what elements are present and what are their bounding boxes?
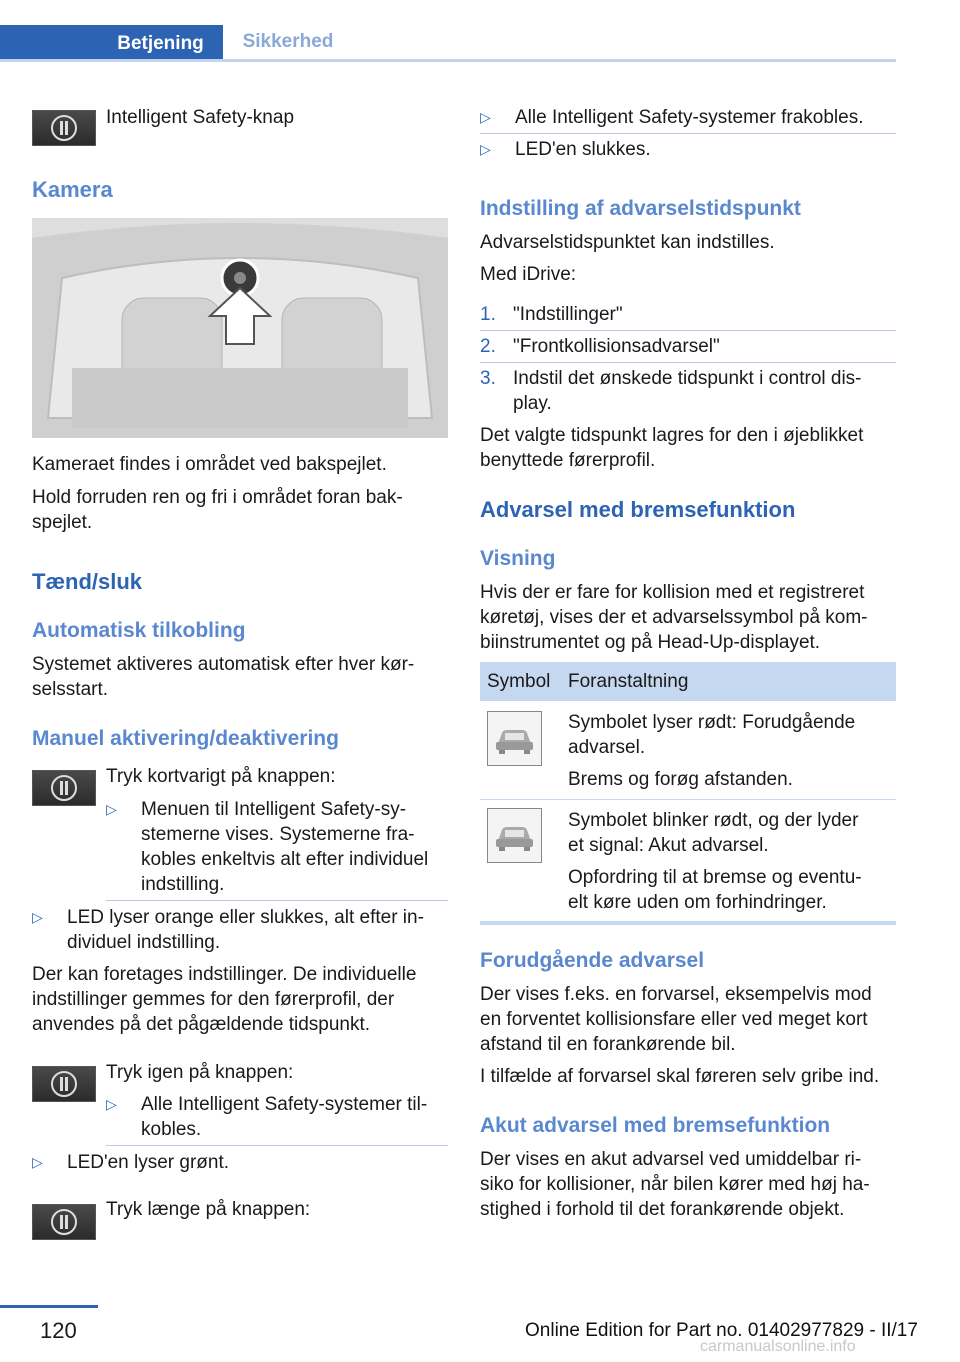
forud-paragraph-1: Der vises f.eks. en forvarsel, eksempelvis mod [480,984,872,1005]
footer-rule [0,1305,98,1308]
intelligent-safety-button-icon [32,110,96,146]
list-separator [106,900,448,901]
settings-paragraph-3: anvendes på det pågældende tidspunkt. [32,1014,371,1035]
bullet-triangle-icon: ▷ [32,1154,43,1170]
list-item [480,137,896,162]
akut-paragraph-1: Der vises en akut advarsel ved umiddelbar ri- [480,1149,862,1170]
akut-paragraph-2: siko for kollisioner, når bilen kører med høj ha- [480,1174,870,1195]
car-warning-icon [487,711,542,766]
list-separator [480,362,896,363]
forud-paragraph-4: I tilfælde af forvarsel skal føreren selv gribe ind. [480,1066,880,1087]
list-item-text: LED'en slukkes. [515,139,651,160]
vis-paragraph-3: biinstrumentet og på Head-Up-displayet. [480,632,821,653]
edition-text: Online Edition for Part no. 01402977829 - II/17 [525,1320,918,1341]
bullet-triangle-icon: ▷ [106,1096,117,1112]
list-item-text: Menuen til Intelligent Safety-sy- stemerne vises. Systemerne fra- kobles enkeltvis alt efter individuel indstilling. [141,799,429,895]
table-row-2-line-3: Opfordring til at bremse og eventu- [568,867,862,888]
list-item: 3. Indstil det ønskede tidspunkt i control dis- play. [480,368,862,414]
press-short-text: Tryk kortvarigt på knappen: [106,766,336,787]
heading-taend-sluk: Tænd/sluk [32,569,143,594]
list-item-text: LED'en lyser grønt. [67,1152,230,1173]
page-number: 120 [40,1318,77,1343]
heading-automatisk: Automatisk tilkobling [32,619,246,642]
bullet-triangle-icon: ▷ [106,801,117,817]
table-row-1-line-1: Symbolet lyser rødt: Forudgående [568,712,856,733]
chapter-tab-bar [0,25,896,62]
press-long-text: Tryk længe på knappen: [106,1199,311,1220]
heading-advarsel-bremse: Advarsel med bremsefunktion [480,497,796,522]
bullet-triangle-icon: ▷ [480,141,491,157]
list-item: 1. "Indstillinger" [480,304,623,325]
heading-akut: Akut advarsel med bremsefunktion [480,1114,831,1137]
table-row-1-line-2: advarsel. [568,737,646,758]
forud-paragraph-3: afstand til en forankørende bil. [480,1034,736,1055]
list-item-text: Alle Intelligent Safety-systemer til- kobles. [141,1094,428,1140]
heading-indstilling: Indstilling af advarselstidspunkt [480,197,801,220]
camera-paragraph-1: Kameraet findes i området ved bakspejlet. [32,454,387,475]
forud-paragraph-2: en forventet kollisionsfare eller ved meget kort [480,1009,868,1030]
table-row-divider [480,799,896,800]
list-separator [480,133,896,134]
table-row-1-line-3: Brems og forøg afstanden. [568,769,793,790]
intelligent-safety-button-icon [32,1066,96,1102]
tab-betjening[interactable]: Betjening [98,25,223,62]
intelligent-safety-button-icon [32,1204,96,1240]
camera-paragraph-2a: Hold forruden ren og fri i området foran bak- [32,487,403,508]
camera-location-illustration [32,218,448,438]
table-row-2-line-2: et signal: Akut advarsel. [568,835,769,856]
bullet-triangle-icon: ▷ [32,909,43,925]
table-header-symbol: Symbol [487,671,551,692]
list-separator [106,1145,448,1146]
table-row-2-line-1: Symbolet blinker rødt, og der lyder [568,810,859,831]
settings-paragraph-2: indstillinger gemmes for den førerprofil, der [32,989,395,1010]
auto-paragraph-a: Systemet aktiveres automatisk efter hver kør- [32,654,415,675]
symbol-table-header [480,662,896,701]
vis-paragraph-2: køretøj, vises der et advarselssymbol på kom- [480,607,868,628]
camera-paragraph-2b: spejlet. [32,512,93,533]
tab-sikkerhed[interactable]: Sikkerhed [242,31,334,52]
car-warning-icon [487,808,542,863]
list-item [106,797,448,897]
vis-paragraph-1: Hvis der er fare for kollision med et registreret [480,582,865,603]
heading-visning: Visning [480,547,556,570]
auto-paragraph-b: selsstart. [32,679,109,700]
tab-bar-rule [0,59,896,62]
list-item: 2. "Frontkollisionsadvarsel" [480,336,720,357]
heading-forudgaaende: Forudgående advarsel [480,949,705,972]
press-again-text: Tryk igen på knappen: [106,1062,294,1083]
tab-bar-accent [0,25,98,62]
list-item-text: LED lyser orange eller slukkes, alt efter in- dividuel indstilling. [67,907,424,953]
settings-paragraph-1: Der kan foretages indstillinger. De individuelle [32,964,417,985]
ind-paragraph-3b: benyttede førerprofil. [480,450,656,471]
ind-paragraph-1: Advarselstidspunktet kan indstilles. [480,232,775,253]
watermark: carmanualsonline.info [700,1338,856,1355]
table-bottom-rule [480,921,896,925]
button-label: Intelligent Safety-knap [106,107,295,128]
akut-paragraph-3: stighed i forhold til det forankørende objekt. [480,1199,845,1220]
heading-manuel: Manuel aktivering/deaktivering [32,727,339,750]
list-item [480,105,896,130]
ind-paragraph-3a: Det valgte tidspunkt lagres for den i øjeblikket [480,425,864,446]
list-separator [480,330,896,331]
table-header-action: Foranstaltning [568,671,689,692]
intelligent-safety-button-icon [32,770,96,806]
list-item [32,1150,448,1175]
list-item [32,905,448,955]
ind-paragraph-2: Med iDrive: [480,264,577,285]
heading-kamera: Kamera [32,177,113,202]
list-item [106,1092,448,1142]
list-item-text: Alle Intelligent Safety-systemer frakobles. [515,107,864,128]
bullet-triangle-icon: ▷ [480,109,491,125]
table-row-2-line-4: elt køre uden om forhindringer. [568,892,827,913]
